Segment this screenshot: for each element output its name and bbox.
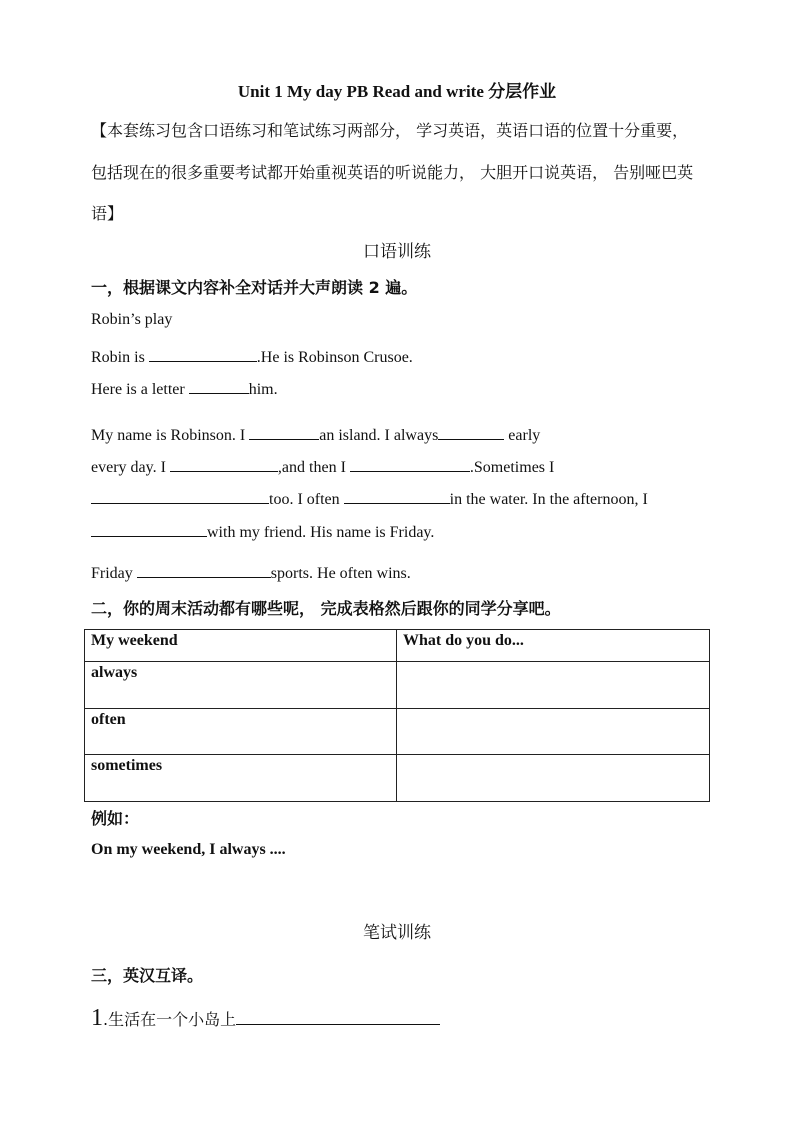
answer-cell[interactable]: [397, 709, 710, 755]
text: .Sometimes I: [469, 459, 555, 476]
text: every day. I: [91, 459, 170, 476]
table-row: [85, 709, 710, 755]
text: sports. He often wins.: [270, 565, 411, 582]
text: My name is Robinson. I: [91, 427, 250, 444]
dialogue-line-2: [91, 378, 278, 399]
page-title: Unit 1 My day PB Read and write 分层作业: [237, 82, 557, 101]
text: early: [504, 427, 541, 444]
text: ,and then I: [277, 459, 350, 476]
written-heading: 笔试训练: [363, 923, 431, 943]
table-header-cell: What do you do...: [397, 630, 710, 662]
intro-line-3: 语】: [91, 204, 124, 223]
answer-blank[interactable]: [249, 424, 319, 440]
example-label: 例如：: [91, 809, 140, 828]
oral-heading: 口语训练: [363, 242, 431, 262]
answer-blank[interactable]: [236, 1004, 440, 1025]
frequency-cell: always: [85, 662, 397, 709]
text: an island. I always: [319, 427, 439, 444]
answer-blank[interactable]: [91, 521, 207, 537]
table-header-cell: My weekend: [85, 630, 397, 662]
answer-blank[interactable]: [189, 378, 249, 394]
answer-blank[interactable]: [137, 562, 271, 578]
answer-blank[interactable]: [438, 424, 504, 440]
dialogue-line-1: [91, 346, 413, 367]
section-2-heading: 二，你的周末活动都有哪些呢， 完成表格然后跟你的同学分享吧。: [91, 599, 561, 618]
answer-blank[interactable]: [344, 488, 450, 504]
text: Here is a letter: [91, 381, 189, 398]
table-header-row: [85, 630, 710, 662]
text: with my friend. His name is Friday.: [207, 524, 435, 541]
weekend-table: [84, 629, 710, 802]
table-row: [85, 662, 710, 709]
answer-blank[interactable]: [91, 488, 269, 504]
frequency-cell: often: [85, 709, 397, 755]
dialogue-line-7: [91, 562, 411, 583]
question-1: [91, 1004, 440, 1032]
text: .He is Robinson Crusoe.: [256, 349, 413, 366]
question-text: .生活在一个小岛上: [103, 1010, 237, 1029]
frequency-cell: sometimes: [85, 755, 397, 802]
table-row: [85, 755, 710, 802]
dialogue-line-3: [91, 424, 540, 445]
answer-blank[interactable]: [149, 346, 257, 362]
answer-cell[interactable]: [397, 755, 710, 802]
text: in the water. In the afternoon, I: [449, 491, 648, 508]
section-1-heading: 一，根据课文内容补全对话并大声朗读 2 遍。: [91, 278, 418, 297]
play-title: Robin’s play: [91, 311, 173, 328]
question-number: 1: [91, 1005, 103, 1031]
example-text: On my weekend, I always ....: [91, 841, 286, 858]
text: too. I often: [269, 491, 344, 508]
answer-blank[interactable]: [170, 456, 278, 472]
text: him.: [248, 381, 278, 398]
text: Robin is: [91, 349, 149, 366]
intro-line-1: 【本套练习包含口语练习和笔试练习两部分， 学习英语，英语口语的位置十分重要，: [91, 121, 689, 140]
dialogue-line-6: [91, 521, 434, 542]
answer-blank[interactable]: [350, 456, 470, 472]
text: Friday: [91, 565, 137, 582]
section-3-heading: 三，英汉互译。: [91, 966, 204, 985]
answer-cell[interactable]: [397, 662, 710, 709]
dialogue-line-4: [91, 456, 554, 477]
dialogue-line-5: [91, 488, 648, 509]
intro-line-2: 包括现在的很多重要考试都开始重视英语的听说能力， 大胆开口说英语， 告别哑巴英: [91, 163, 694, 182]
